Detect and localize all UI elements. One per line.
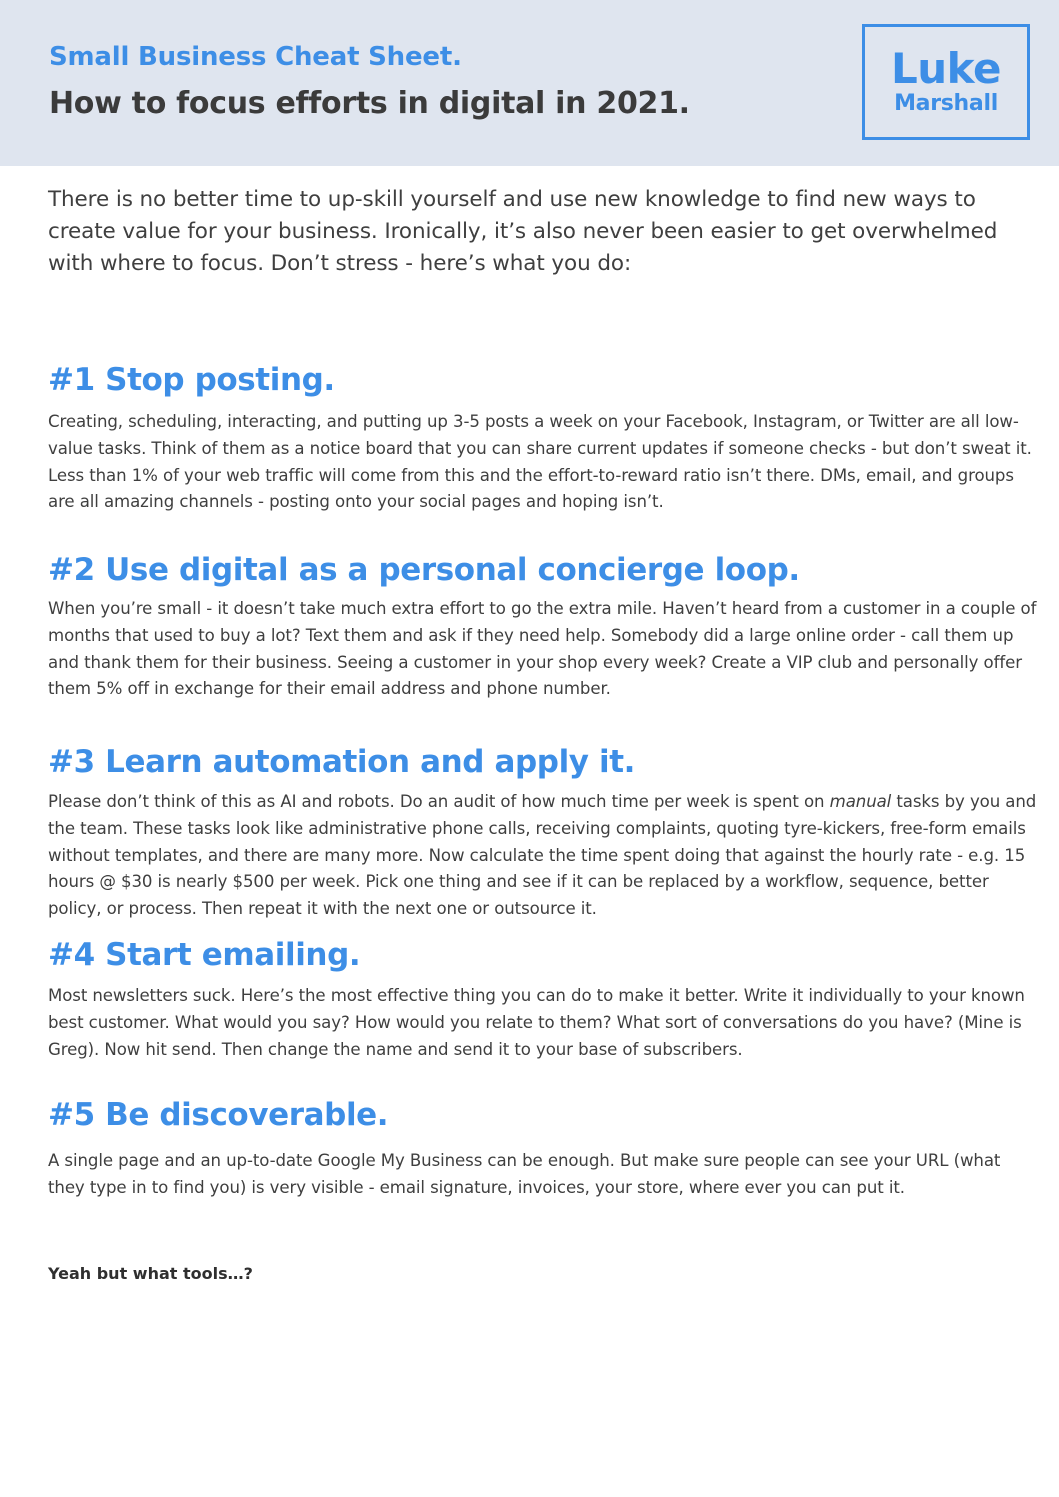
section-title-1: #1 Stop posting. [48,362,335,398]
section-body-3-start: Please don’t think of this as AI and robots. Do an audit of how much time per week is spent on [48,792,830,811]
logo-last-name: Marshall [894,91,998,116]
header-eyebrow: Small Business Cheat Sheet. [49,42,462,72]
brand-logo [862,24,1030,140]
intro-paragraph: There is no better time to up-skill yourself and use new knowledge to find new ways to create value for your business. Ironically, it’s also never been easier to get overwhelmed with where to focus. Don’t stress - here’s what you do: [48,187,998,276]
section-title-5: #5 Be discoverable. [48,1097,389,1133]
section-body-3 [48,789,1038,923]
header-banner [0,0,1059,166]
section-body-4: Most newsletters suck. Here’s the most effective thing you can do to make it better. Write it individually to your known best customer. What would you say? How would you relate to them? What sort of conversations do you have? (Mine is Greg). Now hit send. Then change the name and send it to your base of subscribers. [48,986,1025,1059]
section-title-4: #4 Start emailing. [48,937,361,973]
section-body-3-emphasis: manual [829,792,892,811]
page-title: How to focus efforts in digital in 2021. [49,86,690,121]
section-body-2: When you’re small - it doesn’t take much extra effort to go the extra mile. Haven’t heard from a customer in a couple of months that used to buy a lot? Text them and ask if they need help. Somebody did a large online order - call them up and thank them for their business. Seeing a customer in your shop every week? Create a VIP club and personally offer them 5% off in exchange for their email address and phone number. [48,599,1037,699]
tools-question: Yeah but what tools…? [48,1264,253,1283]
logo-first-name: Luke [891,44,1001,93]
section-title-2: #2 Use digital as a personal concierge loop. [48,552,800,588]
section-body-1: Creating, scheduling, interacting, and putting up 3-5 posts a week on your Facebook, Instagram, or Twitter are all low-value tasks. Think of them as a notice board that you can share current updates if someone checks - but don’t sweat it. Less than 1% of your web traffic will come from this and the effort-to-reward ratio isn’t there. DMs, email, and groups are all amazing channels - posting onto your social pages and hoping isn’t. [48,412,1032,512]
section-body-3-end: tasks by you and the team. These tasks look like administrative phone calls, receiving complaints, quoting tyre-kickers, free-form emails without templates, and there are many more. Now calculate the time spent doing that against the hourly rate - e.g. 15 hours @ $30 is nearly $500 per week. Pick one thing and see if it can be replaced by a workflow, sequence, better policy, or process. Then repeat it with the next one or outsource it. [48,792,1037,919]
section-body-5: A single page and an up-to-date Google My Business can be enough. But make sure people can see your URL (what they type in to find you) is very visible - email signature, invoices, your store, where ever you can put it. [48,1151,1001,1197]
section-title-3: #3 Learn automation and apply it. [48,744,636,780]
